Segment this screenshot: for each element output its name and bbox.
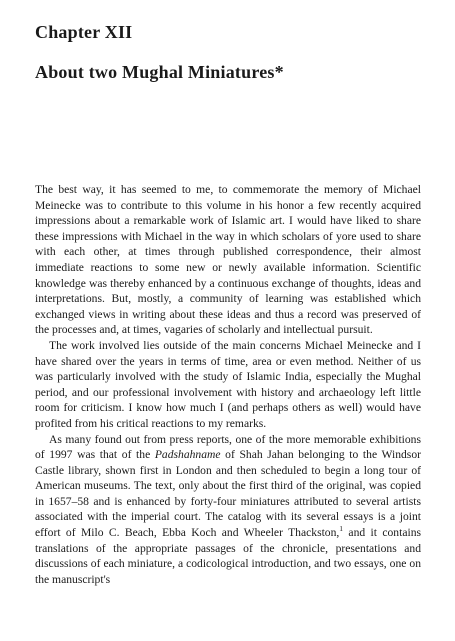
- body-text: [35, 182, 421, 587]
- paragraph-3-text-c: and it contains translations of the appropriate passages of the chronicle, presentations and discussions of each miniature, a codicological introduction, and two essays, one on the manuscript's: [35, 526, 421, 586]
- paragraph-3: [35, 432, 421, 588]
- book-title-italic: Padshahname: [154, 448, 221, 462]
- paragraph-3-text-b: of Shah Jahan belonging to the Windsor Castle library, shown first in London and then scheduled to begin a long tour of American museums. The text, only about the first third of the original, was copied in 1657–58 and is enhanced by forty-four miniatures attributed to several artists associated with the imperial court. The catalog with its several essays is a joint effort of Milo C. Beach, Ebba Koch and Wheeler Thackston,: [35, 448, 421, 540]
- chapter-title: About two Mughal Miniatures*: [35, 62, 284, 82]
- footnote-marker[interactable]: 1: [339, 524, 344, 534]
- chapter-label: Chapter XII: [35, 22, 133, 42]
- paragraph-3-text-a: As many found out from press reports, one of the more memorable exhibitions of 1997 was that of the: [35, 432, 421, 462]
- paragraph-1: The best way, it has seemed to me, to commemorate the memory of Michael Meinecke was to contribute to this volume in his honor a few recently acquired impressions about a remarkable work of Islamic art. I would have liked to share these impressions with Michael in the way in which scholars of yore used to share with each other, at times through published correspondence, their almost immediate reactions to some new or newly available information. Scientific knowledge was thereby enhanced by a continuous exchange of thoughts, ideas and interpretations. But, mostly, a community of learning was established which exchanged views in writing about these ideas and thus a record was preserved of the processes and, at times, vagaries of scholarly and intellectual pursuit.: [35, 183, 421, 337]
- paragraph-2: The work involved lies outside of the main concerns Michael Meinecke and I have shared over the years in terms of time, area or even method. Neither of us was particularly involved with the study of Islamic India, especially the Mughal period, and our professional involvement with history and archaeology left little room for criticism. I know how much I (and perhaps others as well) would have profited from his critical reactions to my remarks.: [35, 338, 421, 430]
